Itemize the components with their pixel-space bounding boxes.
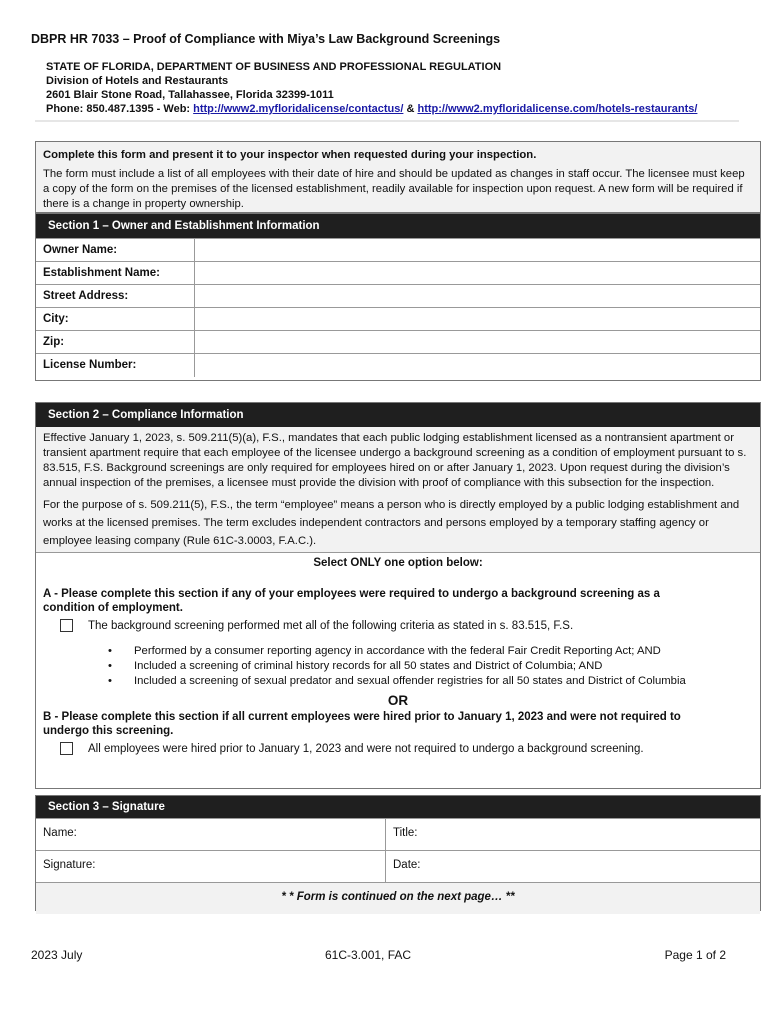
- document-title: DBPR HR 7033 – Proof of Compliance with Miya’s Law Background Screenings: [31, 32, 501, 46]
- instructions-lead: Complete this form and present it to your inspector when requested during your inspection.: [43, 149, 537, 161]
- criteria-text: Performed by a consumer reporting agency in accordance with the federal Fair Credit Reporting Act; AND: [134, 645, 661, 657]
- owner-name-label: Owner Name:: [36, 239, 194, 262]
- criteria-text: Included a screening of criminal history records for all 50 states and District of Columbia; AND: [134, 660, 603, 672]
- owner-name-field[interactable]: [194, 239, 760, 262]
- section-3: [35, 795, 761, 911]
- hotels-restaurants-link[interactable]: http://www2.myfloridalicense.com/hotels-restaurants/: [417, 103, 698, 115]
- select-one-note: Select ONLY one option below:: [313, 557, 483, 569]
- establishment-name-field[interactable]: [194, 262, 760, 285]
- agency-block: [46, 60, 697, 116]
- section-1: [35, 213, 761, 381]
- division-name: Division of Hotels and Restaurants: [46, 75, 229, 87]
- establishment-name-label: Establishment Name:: [36, 262, 194, 285]
- city-field[interactable]: [194, 308, 760, 331]
- option-a-label: The background screening performed met all of the following criteria as stated in s. 83.515, F.S.: [88, 619, 574, 632]
- option-b-heading: B - Please complete this section if all current employees were hired prior to January 1, 2023 and were not required to undergo this screening.: [43, 711, 681, 737]
- name-title-row: [36, 818, 760, 850]
- date-label: Date:: [393, 859, 421, 871]
- instructions-body: The form must include a list of all employees with their date of hire and should be updated as changes in staff occur. The licensee must keep a copy of the form on the premises of the licensed establishment, readily available for inspection upon request. A new form will be required if there is a change in property ownership.: [43, 168, 745, 210]
- compliance-paragraph-1: Effective January 1, 2023, s. 509.211(5)(a), F.S., mandates that each public lodging establishment licensed as a nontransient apartment or transient apartment require that each employee of the licensee undergo a background screening as a condition of employment pursuant to s. 83.515, F.S. Background screenings are only required for employees hired on or after January 1, 2023. Upon request during the division’s annual inspection of the premises, a licensee must provide the division with proof of compliance with this subsection for the inspection.: [43, 432, 747, 489]
- signature-date-row: [36, 850, 760, 882]
- footer-date: 2023 July: [31, 948, 83, 962]
- street-address-label: Street Address:: [36, 285, 194, 308]
- phone-web-text: Phone: 850.487.1395 - Web:: [46, 103, 194, 115]
- title-field[interactable]: [386, 819, 760, 850]
- criteria-list: [108, 644, 760, 689]
- agency-address: 2601 Blair Stone Road, Tallahassee, Florida 32399-1011: [46, 89, 334, 101]
- contact-line: [46, 102, 697, 116]
- table-row: [36, 285, 760, 308]
- section-2-heading: Section 2 – Compliance Information: [36, 403, 760, 427]
- table-row: [36, 354, 760, 377]
- list-item: [108, 659, 724, 674]
- section-1-heading: Section 1 – Owner and Establishment Information: [36, 214, 760, 238]
- signature-label: Signature:: [43, 859, 96, 871]
- compliance-paragraph-2: For the purpose of s. 509.211(5), F.S., the term “employee” means a person who is directly employed by a public lodging establishment and works at the licensed premises. The term excludes independent contractors and persons employed by a temporary staffing agency or employee leasing company (Rule 61C-3.0003, F.A.C.).: [43, 499, 740, 547]
- date-field[interactable]: [386, 851, 760, 882]
- zip-field[interactable]: [194, 331, 760, 354]
- option-a-heading: A - Please complete this section if any of your employees were required to undergo a background screening as a condition of employment.: [43, 588, 660, 614]
- list-item: [108, 674, 724, 689]
- agency-name: STATE OF FLORIDA, DEPARTMENT OF BUSINESS AND PROFESSIONAL REGULATION: [46, 61, 502, 73]
- table-row: [36, 331, 760, 354]
- criteria-text: Included a screening of sexual predator and sexual offender registries for all 50 states and District of Columbia: [134, 675, 686, 687]
- bullet-icon: •: [108, 660, 112, 672]
- option-a-row: [60, 619, 760, 632]
- signature-field[interactable]: [36, 851, 386, 882]
- table-row: [36, 239, 760, 262]
- continued-note: * * Form is continued on the next page… **: [36, 882, 760, 914]
- zip-label: Zip:: [36, 331, 194, 354]
- compliance-text: [36, 427, 760, 553]
- contact-us-link[interactable]: http://www2.myfloridalicense/contactus/: [193, 103, 404, 115]
- name-field[interactable]: [36, 819, 386, 850]
- table-row: [36, 262, 760, 285]
- section-2: [35, 402, 761, 789]
- or-divider: OR: [387, 693, 409, 708]
- street-address-field[interactable]: [194, 285, 760, 308]
- license-number-label: License Number:: [36, 354, 194, 377]
- option-b-label: All employees were hired prior to January 1, 2023 and were not required to undergo a background screening.: [88, 742, 644, 755]
- name-label: Name:: [43, 827, 77, 839]
- footer-rule: 61C-3.001, FAC: [325, 948, 412, 962]
- bullet-icon: •: [108, 675, 112, 687]
- footer-page-number: Page 1 of 2: [664, 948, 726, 962]
- header-divider: [35, 120, 739, 122]
- table-row: [36, 308, 760, 331]
- option-b-checkbox[interactable]: [60, 742, 73, 755]
- city-label: City:: [36, 308, 194, 331]
- option-b-row: [60, 742, 760, 755]
- owner-info-table: [36, 238, 760, 377]
- list-item: [108, 644, 724, 659]
- option-a-checkbox[interactable]: [60, 619, 73, 632]
- section-3-heading: Section 3 – Signature: [36, 796, 760, 818]
- license-number-field[interactable]: [194, 354, 760, 377]
- bullet-icon: •: [108, 645, 112, 657]
- title-label: Title:: [393, 827, 418, 839]
- link-separator: &: [403, 103, 418, 115]
- instructions-box: [35, 141, 761, 213]
